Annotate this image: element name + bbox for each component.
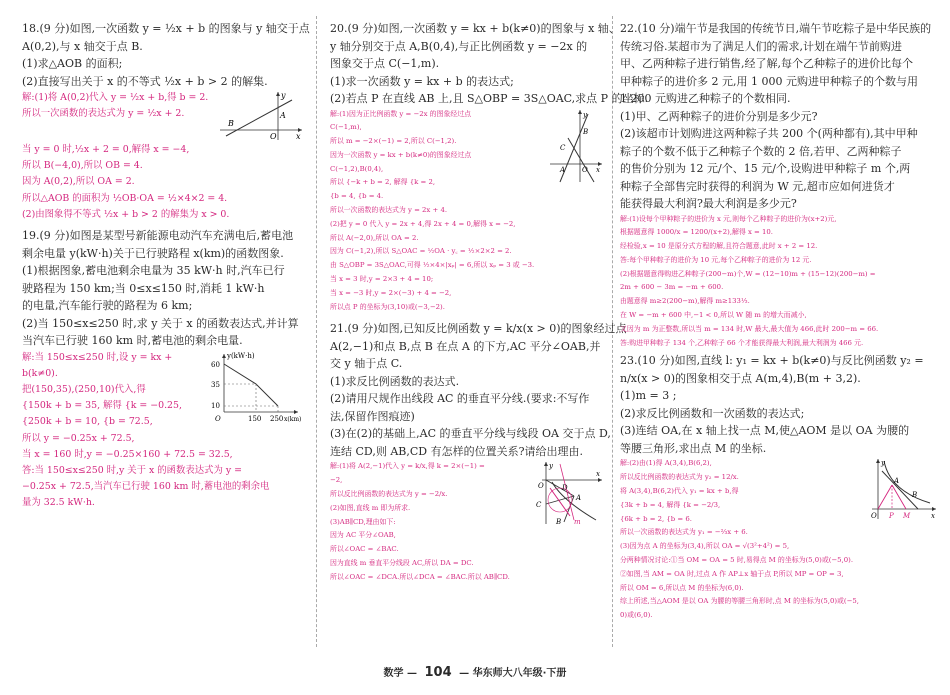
q18-line: A(0,2),与 x 轴交于点 B. bbox=[22, 39, 143, 53]
q23-solution-line: 所以一次函数的表达式为 y₁ = −⅔x + 6. bbox=[620, 528, 748, 537]
q22-line: 甲种粽子的进价多 2 元,用 1 000 元购进甲种粽子的个数与用 bbox=[620, 74, 918, 88]
q20-line: 图象交于点 C(−1,m). bbox=[330, 57, 440, 70]
question-23 bbox=[620, 352, 938, 457]
q23-solution-line: 0)或(6,0). bbox=[620, 611, 653, 620]
q18-line: (1)求△AOB 的面积; bbox=[22, 57, 123, 70]
q23-solution-line: (3)因为点 A 的坐标为(3,4),所以 OA = √(3²+4²) = 5, bbox=[620, 542, 790, 551]
fig23-label-x: x bbox=[931, 512, 935, 521]
fig19-ylabel: y(kW·h) bbox=[227, 351, 255, 360]
q21-solution-line: 所以∠OAC = ∠BAC. bbox=[330, 545, 399, 554]
q23-line: 23.(10 分)如图,直线 l: y₁ = kx + b(k≠0)与反比例函数 y₂ = bbox=[620, 354, 924, 368]
fig20-label-o: O bbox=[582, 165, 588, 174]
q20-line: (1)求一次函数 y = kx + b 的表达式; bbox=[330, 74, 514, 88]
q23-solution bbox=[620, 540, 938, 623]
q23-solution-line: 所以反比例函数的表达式为 y₂ = 12/x. bbox=[620, 473, 739, 482]
q23-solution-line: ②如图,当 AM = OA 时,过点 A 作 AP⊥x 轴于点 P,所以 MP = OP = 3, bbox=[620, 569, 844, 578]
fig19-tick: 250 bbox=[270, 414, 284, 423]
q19-line: 剩余电量 y(kW·h)关于已行驶路程 x(km)的函数图象. bbox=[22, 246, 284, 260]
fig20-label-c: C bbox=[560, 143, 566, 152]
footer-subject: 数学 bbox=[383, 668, 404, 679]
q21-solution-block bbox=[330, 460, 604, 529]
q23-solution-line: 将 A(3,4),B(6,2)代入 y₁ = kx + b,得 bbox=[620, 487, 739, 496]
q22-solution-line: 答:购进甲种粽子 134 个,乙种粽子 66 个才能获得最大利润,最大利润为 466 元. bbox=[620, 338, 864, 347]
q22-line: 种粽子全部售完时获得的利润为 W 元,超市应如何进货才 bbox=[620, 179, 895, 193]
q19-solution-line: 把(150,35),(250,10)代入,得 bbox=[22, 383, 146, 395]
q18-solution-line: 因为 A(0,2),所以 OA = 2. bbox=[22, 176, 135, 188]
q20-solution-line: 解:(1)因为正比例函数 y = −2x 的图象经过点 bbox=[330, 109, 472, 118]
fig23-label-p: P bbox=[889, 512, 894, 521]
q20-line: (2)若点 P 在直线 AB 上,且 S△OBP = 3S△OAC,求点 P 的坐标. bbox=[330, 92, 649, 105]
column-1 bbox=[22, 20, 310, 645]
q20-line: 20.(9 分)如图,一次函数 y = kx + b(k≠0)的图象与 x 轴、 bbox=[330, 22, 620, 35]
fig21-label-d: D bbox=[562, 484, 568, 493]
question-18 bbox=[22, 20, 310, 90]
fig20-label-b: B bbox=[583, 127, 589, 136]
fig18-label-b: B bbox=[228, 119, 234, 128]
page-number: 104 bbox=[424, 665, 452, 680]
fig21-label-c: C bbox=[536, 501, 542, 510]
q20-figure bbox=[546, 108, 604, 184]
q21-line: (3)在(2)的基础上,AC 的垂直平分线与线段 OA 交于点 D, bbox=[330, 427, 611, 441]
q20-solution-line: 当 x = 3 时,y = 2×3 + 4 = 10; bbox=[330, 275, 434, 284]
q23-solution-line: 所以 OM = 6,所以点 M 的坐标为(6,0). bbox=[620, 583, 744, 592]
q23-line: (3)连结 OA,在 x 轴上找一点 M,使△AOM 是以 OA 为腰的 bbox=[620, 424, 910, 438]
q22-solution-line: 2m + 600 − 3m = −m + 600. bbox=[620, 283, 724, 292]
q20-solution-line: {b = 4, {b = 4. bbox=[330, 192, 384, 201]
q23-solution-line: {6k + b = 2, {b = 6. bbox=[620, 514, 692, 523]
q18-line: (2)直接写出关于 x 的不等式 ½x + b > 2 的解集. bbox=[22, 74, 268, 88]
q18-solution-line: 所以一次函数的表达式为 y = ½x + 2. bbox=[22, 108, 185, 120]
q18-line: 18.(9 分)如图,一次函数 y = ½x + b 的图象与 y 轴交于点 bbox=[22, 22, 310, 35]
q19-line: 当汽车已行驶 160 km 时,蓄电池的剩余电量. bbox=[22, 334, 243, 348]
q21-line: 21.(9 分)如图,已知反比例函数 y = k/x(x > 0)的图象经过点 bbox=[330, 322, 627, 336]
q23-solution-line: 解:(2)由(1)得 A(3,4),B(6,2), bbox=[620, 459, 712, 468]
fig21-label-a: A bbox=[576, 494, 582, 503]
q19-solution-line: 当 x = 160 时,y = −0.25×160 + 72.5 = 32.5, bbox=[22, 448, 233, 460]
q22-line: 的售价分别为 12 元/个、15 元/个,设购进甲种粽子 m 个,两 bbox=[620, 162, 911, 175]
q19-solution-line: 量为 32.5 kW·h. bbox=[22, 497, 95, 509]
q23-line: n/x(x > 0)的图象相交于点 A(m,4),B(m + 3,2). bbox=[620, 371, 861, 385]
fig20-label-x: x bbox=[596, 165, 600, 174]
q21-line: 连结 CD,则 AB,CD 有怎样的位置关系?请给出理由. bbox=[330, 444, 583, 458]
q21-solution-line: (2)如图,直线 m 即为所求. bbox=[330, 503, 411, 512]
q19-solution-line: −0.25x + 72.5,当汽车已行驶 160 km 时,蓄电池的剩余电 bbox=[22, 481, 270, 493]
fig19-tick: 60 bbox=[211, 360, 220, 369]
q20-solution-line: 因为一次函数 y = kx + b(k≠0)的图象经过点 bbox=[330, 150, 472, 159]
q19-solution-line: 所以 y = −0.25x + 72.5, bbox=[22, 432, 135, 444]
q22-line: 传统习俗.某超市为了满足人们的需求,计划在端午节前购进 bbox=[620, 39, 902, 53]
q18-solution-line: 所以 B(−4,0),所以 OB = 4. bbox=[22, 160, 143, 172]
q18-solution-block bbox=[22, 90, 304, 142]
q23-solution-line: {3k + b = 4, 解得 {k = −2/3, bbox=[620, 500, 721, 509]
q18-solution bbox=[22, 142, 304, 223]
q18-solution-line: 当 y = 0 时,½x + 2 = 0,解得 x = −4, bbox=[22, 144, 190, 155]
q19-solution-line: 答:当 150≤x≤250 时,y 关于 x 的函数表达式为 y = bbox=[22, 464, 243, 476]
q20-solution-line: C(−1,m), bbox=[330, 123, 362, 132]
q21-solution-line: 因为 AC 平分∠OAB, bbox=[330, 531, 396, 540]
q23-figure bbox=[868, 457, 938, 521]
q22-solution-line: 由题意得 m≥2(200−m),解得 m≥133⅓. bbox=[620, 297, 750, 306]
q21-solution-line: 解:(1)将 A(2,−1)代入 y = k/x,得 k = 2×(−1) = bbox=[330, 462, 485, 471]
q23-solution-line: 综上所述,当△AOM 是以 OA 为腰的等腰三角形时,点 M 的坐标为(5,0)或(−5, bbox=[620, 597, 859, 606]
fig18-label-a: A bbox=[280, 111, 286, 120]
footer-book: 华东师大八年级·下册 bbox=[472, 668, 567, 679]
q23-line: 等腰三角形,求出点 M 的坐标. bbox=[620, 441, 767, 455]
q19-line: (2)当 150≤x≤250 时,求 y 关于 x 的函数表达式,并计算 bbox=[22, 316, 299, 330]
q20-solution-line: 所以 A(−2,0),所以 OA = 2. bbox=[330, 233, 419, 242]
q21-solution-line: (3)AB∥CD,理由如下: bbox=[330, 517, 396, 526]
q20-solution-line: 所以一次函数的表达式为 y = 2x + 4. bbox=[330, 206, 448, 215]
q21-figure bbox=[534, 460, 604, 526]
q22-solution-line: (2)根据题意得购进乙种粽子(200−m)个,W = (12−10)m + (15−12)(200−m) = bbox=[620, 269, 876, 278]
q19-solution-line: {150k + b = 35, 解得 {k = −0.25, bbox=[22, 400, 182, 412]
q21-solution-line: −2, bbox=[330, 476, 343, 485]
q18-figure bbox=[220, 90, 304, 142]
q21-solution bbox=[330, 529, 604, 584]
q22-line: 22.(10 分)端午节是我国的传统节日,端午节吃粽子是中华民族的 bbox=[620, 22, 932, 35]
q22-line: (2)该超市计划购进这两种粽子共 200 个(两种都有),其中甲种 bbox=[620, 127, 918, 140]
fig19-tick: 150 bbox=[248, 414, 262, 423]
q19-figure bbox=[206, 350, 304, 424]
q18-solution-line: 所以△AOB 的面积为 ½OB·OA = ½×4×2 = 4. bbox=[22, 192, 228, 204]
q19-solution-block bbox=[22, 350, 304, 431]
q21-line: A(2,−1)和点 B,点 B 在点 A 的下方,AC 平分∠OAB,并 bbox=[330, 339, 601, 353]
fig18-label-y: y bbox=[281, 91, 286, 100]
q22-line: 1 200 元购进乙种粽子的个数相同. bbox=[620, 92, 791, 105]
q19-solution bbox=[22, 431, 304, 512]
q20-solution-line: 因为 C(−1,2),所以 S△OAC = ½OA · y꜀ = ½×2×2 = 2. bbox=[330, 247, 512, 256]
question-21 bbox=[330, 320, 627, 460]
q22-line: (1)甲、乙两种粽子的进价分别是多少元? bbox=[620, 109, 818, 123]
q20-line: y 轴分别交于点 A,B(0,4),与正比例函数 y = −2x 的 bbox=[330, 39, 588, 53]
fig19-xlabel: x(km) bbox=[284, 415, 302, 423]
q20-solution-line: 由 S△OBP = 3S△OAC,可得 ½×4×|xₚ| = 6,所以 xₚ = 3 或 −3. bbox=[330, 261, 535, 270]
fig21-label-m: m bbox=[574, 518, 581, 527]
q19-line: (1)根据图象,蓄电池剩余电量为 35 kW·h 时,汽车已行 bbox=[22, 264, 285, 278]
fig23-label-y: y bbox=[881, 459, 885, 468]
q18-solution-line: 解:(1)将 A(0,2)代入 y = ½x + b,得 b = 2. bbox=[22, 92, 209, 103]
q21-line: 交 y 轴于点 C. bbox=[330, 357, 403, 371]
q21-line: 法,保留作图痕迹) bbox=[330, 409, 415, 423]
fig19-tick: 10 bbox=[211, 401, 220, 410]
q23-solution-block bbox=[620, 457, 938, 540]
fig23-label-m: M bbox=[903, 512, 911, 521]
q20-solution-line: C(−1,2),B(0,4), bbox=[330, 164, 384, 173]
fig21-label-o: O bbox=[538, 482, 544, 491]
fig23-label-o: O bbox=[871, 512, 877, 521]
q23-line: (1)m = 3 ; bbox=[620, 389, 677, 403]
q19-solution-line: {250k + b = 10, {b = 72.5, bbox=[22, 416, 153, 428]
q21-solution-line: 所以∠OAC = ∠DCA.所以∠DCA = ∠BAC.所以 AB∥CD. bbox=[330, 572, 510, 581]
q22-line: 能获得最大利润?最大利润是多少元? bbox=[620, 197, 797, 210]
q19-solution-line: b(k≠0). bbox=[22, 367, 58, 379]
q19-line: 19.(9 分)如图是某型号新能源电动汽车充满电后,蓄电池 bbox=[22, 229, 294, 243]
page-footer: 数学 — 104 — 华东师大八年级·下册 bbox=[383, 665, 567, 680]
fig23-label-b: B bbox=[912, 491, 918, 500]
q21-line: (1)求反比例函数的表达式. bbox=[330, 374, 460, 388]
q20-solution-block bbox=[330, 108, 604, 205]
q22-solution-line: 经检验,x = 10 是原分式方程的解,且符合题意,此时 x + 2 = 12. bbox=[620, 242, 818, 251]
q18-solution-line: (2)由图象得不等式 ½x + b > 2 的解集为 x > 0. bbox=[22, 208, 230, 220]
column-3 bbox=[620, 20, 938, 645]
fig19-origin: O bbox=[215, 414, 221, 423]
q20-solution bbox=[330, 204, 604, 314]
fig21-label-x: x bbox=[596, 470, 600, 479]
q22-solution-line: 在 W = −m + 600 中,−1 < 0,所以 W 随 m 的增大而减小, bbox=[620, 311, 807, 320]
q23-solution-line: 分两种情况讨论:①当 OM = OA = 5 时,易得点 M 的坐标为(5,0)或(−5,0). bbox=[620, 556, 854, 565]
q22-line: 甲、乙两种粽子进行销售,经了解,每个乙种粽子的进价比每个 bbox=[620, 57, 913, 70]
fig18-label-x: x bbox=[296, 132, 301, 141]
q19-line: 驶路程为 150 km;当 0≤x≤150 时,消耗 1 kW·h bbox=[22, 281, 265, 295]
fig23-label-a: A bbox=[894, 477, 900, 486]
q22-line: 粽子的个数不低于乙种粽子个数的 2 倍,若甲、乙两种粽子 bbox=[620, 144, 902, 158]
q22-solution bbox=[620, 213, 938, 351]
fig18-label-o: O bbox=[270, 132, 277, 141]
q21-line: (2)请用尺规作出线段 AC 的垂直平分线.(要求:不写作 bbox=[330, 392, 590, 406]
question-19 bbox=[22, 227, 304, 350]
question-20 bbox=[330, 20, 649, 108]
q22-solution-line: 又因为 m 为正整数,所以当 m = 134 时,W 最大,最大值为 466,此时 200−m = 66. bbox=[620, 324, 879, 333]
question-22 bbox=[620, 20, 938, 213]
fig20-label-a: A bbox=[560, 165, 566, 174]
q22-solution-line: 解:(1)设每个甲种粽子的进价为 x 元,则每个乙种粽子的进价为(x+2)元, bbox=[620, 214, 837, 223]
q22-solution-line: 根据题意得 1000/x = 1200/(x+2),解得 x = 10. bbox=[620, 228, 773, 237]
q20-solution-line: 所以 {−k + b = 2, 解得 {k = 2, bbox=[330, 178, 436, 187]
column-divider-1 bbox=[316, 16, 317, 647]
q19-solution-line: 解:当 150≤x≤250 时,设 y = kx + bbox=[22, 351, 173, 363]
q22-solution-line: 答:每个甲种粽子的进价为 10 元,每个乙种粽子的进价为 12 元. bbox=[620, 255, 812, 264]
q19-line: 的电量,汽车能行驶的路程为 6 km; bbox=[22, 299, 193, 313]
fig21-label-y: y bbox=[549, 462, 553, 471]
q21-solution-line: 所以反比例函数的表达式为 y = −2/x. bbox=[330, 490, 448, 499]
q20-solution-line: 当 x = −3 时,y = 2×(−3) + 4 = −2, bbox=[330, 288, 452, 297]
fig21-label-b: B bbox=[556, 518, 562, 527]
q23-line: (2)求反比例函数和一次函数的表达式; bbox=[620, 406, 805, 420]
q20-solution-line: (2)把 y = 0 代入 y = 2x + 4,得 2x + 4 = 0,解得 x = −2, bbox=[330, 219, 516, 228]
q20-solution-line: 所以点 P 的坐标为(3,10)或(−3,−2). bbox=[330, 302, 445, 311]
fig20-label-y: y bbox=[583, 110, 587, 119]
fig19-tick: 35 bbox=[211, 380, 220, 389]
q20-solution-line: 所以 m = −2×(−1) = 2,所以 C(−1,2). bbox=[330, 137, 457, 146]
q21-solution-line: 因为直线 m 垂直平分线段 AC,所以 DA = DC. bbox=[330, 559, 474, 568]
